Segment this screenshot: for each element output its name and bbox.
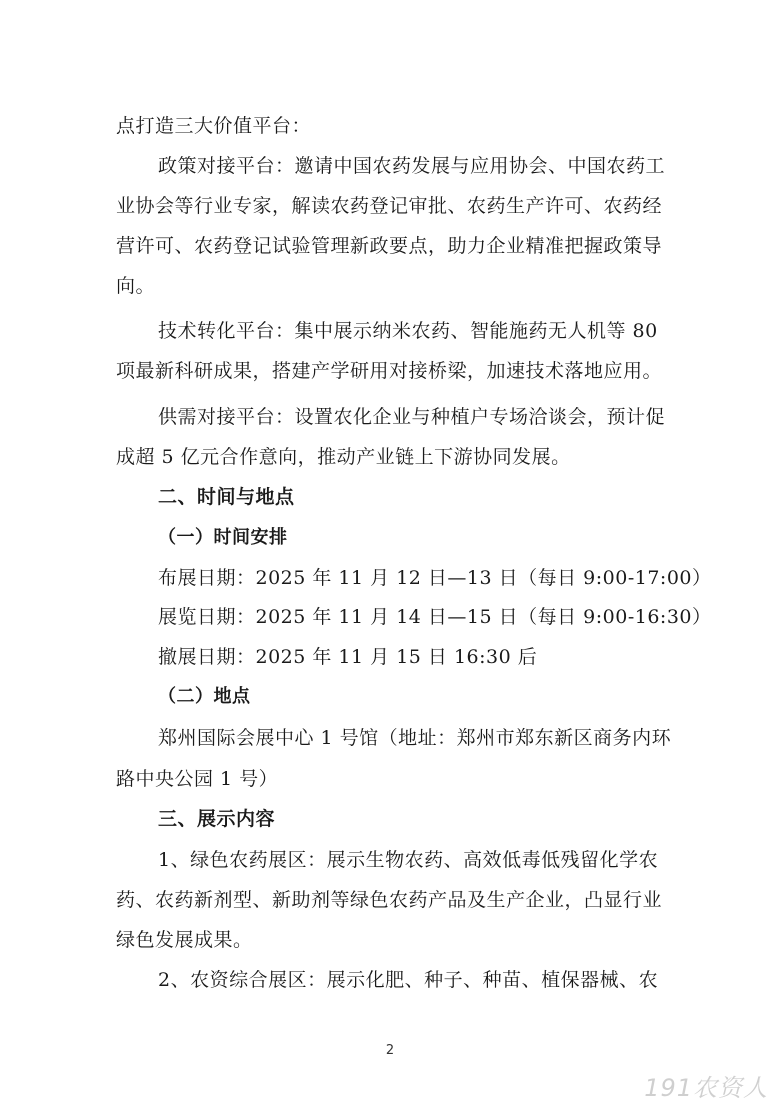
text-line: 点打造三大价值平台： xyxy=(116,115,312,137)
section-heading: 三、展示内容 xyxy=(158,808,276,830)
text-line: 绿色发展成果。 xyxy=(116,929,253,951)
text-line: 1、绿色农药展区：展示生物农药、高效低毒低残留化学农 xyxy=(158,849,659,871)
text-line: 技术转化平台：集中展示纳米农药、智能施药无人机等 80 xyxy=(158,320,658,342)
text-line: 营许可、农药登记试验管理新政要点，助力企业精准把握政策导 xyxy=(116,235,663,257)
text-line: 撤展日期：2025 年 11 月 15 日 16:30 后 xyxy=(158,646,538,668)
watermark-logo: 191农资人 xyxy=(644,1074,768,1102)
text-line: 成超 5 亿元合作意向，推动产业链上下游协同发展。 xyxy=(116,446,571,468)
text-line: 供需对接平台：设置农化企业与种植户专场洽谈会，预计促 xyxy=(158,406,666,428)
text-line: 2、农资综合展区：展示化肥、种子、种苗、植保器械、农 xyxy=(158,969,659,991)
page-number: 2 xyxy=(385,1043,395,1058)
text-line: 路中央公园 1 号） xyxy=(116,768,279,790)
subsection-heading: （一）时间安排 xyxy=(158,527,288,548)
text-line: 布展日期：2025 年 11 月 12 日—13 日（每日 9:00-17:00） xyxy=(158,567,712,589)
subsection-heading: （二）地点 xyxy=(158,686,251,707)
text-line: 政策对接平台：邀请中国农药发展与应用协会、中国农药工 xyxy=(158,155,666,177)
text-line: 展览日期：2025 年 11 月 14 日—15 日（每日 9:00-16:30） xyxy=(158,606,712,628)
section-heading: 二、时间与地点 xyxy=(158,486,295,508)
text-line: 郑州国际会展中心 1 号馆（地址：郑州市郑东新区商务内环 xyxy=(158,727,672,749)
text-line: 业协会等行业专家，解读农药登记审批、农药生产许可、农药经 xyxy=(116,195,663,217)
text-line: 向。 xyxy=(116,275,156,297)
text-line: 药、农药新剂型、新助剂等绿色农药产品及生产企业，凸显行业 xyxy=(116,889,663,911)
text-line: 项最新科研成果，搭建产学研用对接桥梁，加速技术落地应用。 xyxy=(116,360,663,382)
